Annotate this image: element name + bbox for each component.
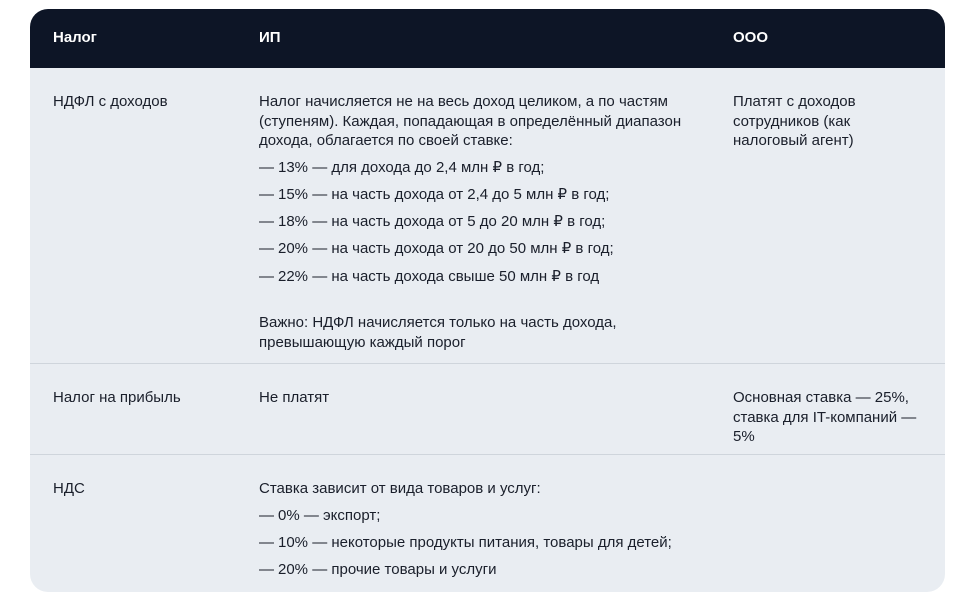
list-item: — 20% — прочие товары и услуги bbox=[259, 561, 497, 579]
ip-intro: Ставка зависит от вида товаров и услуг: bbox=[259, 480, 541, 497]
dash-marker: — bbox=[259, 533, 274, 551]
tax-name: НДФЛ с доходов bbox=[53, 93, 168, 110]
table-header bbox=[30, 9, 945, 68]
header-tax: Налог bbox=[53, 29, 97, 46]
ip-cell bbox=[259, 479, 719, 587]
table-row-ndfl bbox=[30, 68, 945, 364]
ooo-cell: Основная ставка — 25%, ставка для IT-компаний — 5% bbox=[733, 389, 917, 445]
ip-cell: Не платят bbox=[259, 389, 330, 406]
header-ip: ИП bbox=[259, 29, 281, 46]
list-item: — 15% — на часть дохода от 2,4 до 5 млн ₽ в год; bbox=[259, 185, 610, 203]
tax-name: НДС bbox=[53, 480, 85, 497]
list-item: — 22% — на часть дохода свыше 50 млн ₽ в год bbox=[259, 267, 600, 285]
tax-name: Налог на прибыль bbox=[53, 389, 181, 406]
header-ooo: ООО bbox=[733, 29, 769, 46]
rate-list bbox=[259, 158, 719, 287]
rate-list bbox=[259, 506, 719, 580]
ooo-cell: Платят с доходов сотрудников (как налоговый агент) bbox=[733, 93, 856, 149]
dash-marker: — bbox=[259, 240, 274, 258]
ip-cell bbox=[259, 92, 719, 352]
dash-marker: — bbox=[259, 267, 274, 285]
table-row-profit-tax bbox=[30, 364, 945, 455]
ip-intro: Налог начисляется не на весь доход целиком, а по частям (ступеням). Каждая, попадающая в определённый диапазон дохода, облагается по своей ставке: bbox=[259, 93, 682, 149]
dash-marker: — bbox=[259, 213, 274, 231]
list-item: — 18% — на часть дохода от 5 до 20 млн ₽ в год; bbox=[259, 213, 606, 231]
dash-marker: — bbox=[259, 506, 274, 524]
tax-comparison-table bbox=[30, 9, 945, 592]
list-item: — 10% — некоторые продукты питания, товары для детей; bbox=[259, 533, 672, 551]
dash-marker: — bbox=[259, 185, 274, 203]
list-item: — 0% — экспорт; bbox=[259, 506, 381, 524]
table-row-vat bbox=[30, 455, 945, 591]
list-item: — 20% — на часть дохода от 20 до 50 млн ₽ в год; bbox=[259, 240, 614, 258]
ip-note: Важно: НДФЛ начисляется только на часть дохода, превышающую каждый порог bbox=[259, 314, 617, 351]
list-item: — 13% — для дохода до 2,4 млн ₽ в год; bbox=[259, 158, 545, 176]
dash-marker: — bbox=[259, 561, 274, 579]
dash-marker: — bbox=[259, 158, 274, 176]
